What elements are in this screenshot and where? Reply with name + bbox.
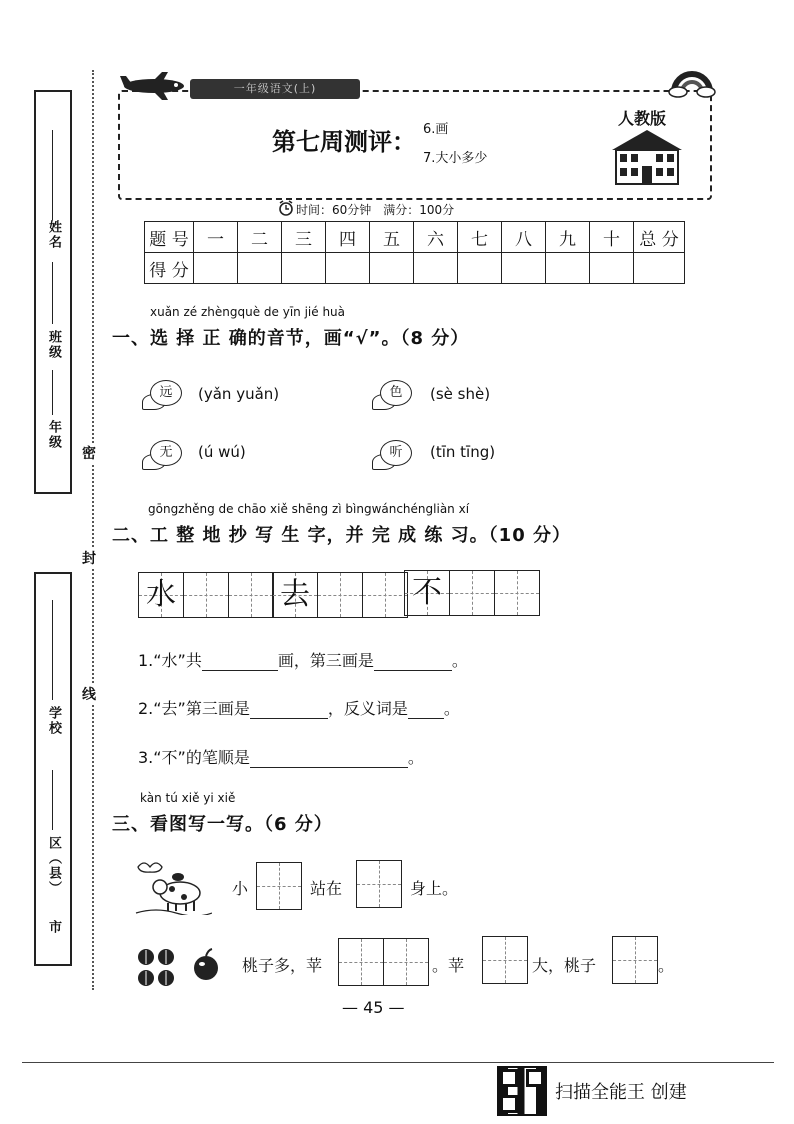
model-char-qu: 去	[280, 577, 310, 612]
write-box[interactable]	[356, 860, 402, 908]
section2-title: 二、工 整 地 抄 写 生 字，并 完 成 练 习。（10 分）	[112, 525, 571, 546]
score-cell[interactable]	[194, 253, 238, 284]
class-line	[52, 262, 54, 324]
table-cell: 四	[326, 222, 370, 253]
score-cell[interactable]	[502, 253, 546, 284]
question-2-3	[138, 745, 424, 768]
sentence-3-1-b: 站在	[310, 879, 343, 898]
q2-text-a: 2.“去”第三画是	[138, 699, 250, 718]
q1-text-c: 。	[451, 651, 468, 670]
margin-label-name: 姓名	[46, 220, 61, 250]
margin-label-district: 区（县）	[46, 836, 61, 896]
table-cell: 六	[414, 222, 458, 253]
choice-ting-options[interactable]: (tīn tīng)	[430, 443, 496, 461]
section3-pinyin: kàn tú xiě yi xiě	[140, 791, 236, 805]
table-cell: 得 分	[145, 253, 194, 284]
sentence-3-2-b: 。苹	[432, 956, 465, 975]
airplane-icon	[118, 70, 190, 102]
name-line	[52, 130, 54, 220]
header-ribbon	[190, 79, 360, 99]
answer-blank[interactable]	[202, 654, 278, 671]
choice-wu-options[interactable]: (ú wú)	[198, 443, 246, 461]
table-cell: 十	[590, 222, 634, 253]
section2-pinyin: gōngzhěng de chāo xiě shēng zì bìngwánchéngliàn xí	[148, 502, 470, 516]
score-cell[interactable]	[546, 253, 590, 284]
score-table-score-row	[145, 253, 685, 284]
seal-xian: 线	[82, 684, 96, 704]
writing-grid-shui[interactable]	[138, 572, 274, 618]
score-cell[interactable]	[458, 253, 502, 284]
sentence-3-1-c: 身上。	[410, 879, 459, 898]
district-line	[52, 770, 54, 830]
table-cell: 七	[458, 222, 502, 253]
write-box[interactable]	[256, 862, 302, 910]
q1-text-b: 画，第三画是	[277, 651, 374, 670]
model-char-shui: 水	[146, 577, 176, 612]
lesson-7: 7.大小多少	[423, 151, 488, 166]
char-leaf-ting: 听	[380, 440, 412, 466]
table-cell: 一	[194, 222, 238, 253]
score-cell[interactable]	[238, 253, 282, 284]
school-line	[52, 600, 54, 700]
score-cell[interactable]	[370, 253, 414, 284]
writing-grid-bu[interactable]	[404, 570, 540, 616]
scanner-watermark: 扫描全能王 创建	[555, 1082, 687, 1103]
section1-title: 一、选 择 正 确的音节，画“√”。（8 分）	[112, 328, 470, 349]
sentence-3-1-a: 小	[232, 879, 249, 898]
answer-blank[interactable]	[374, 654, 452, 671]
time-and-score-line: 时间：60分钟 满分：100分	[296, 203, 455, 217]
question-2-2	[138, 696, 460, 719]
qr-code-icon	[497, 1066, 547, 1116]
q2-text-b: ，反义词是	[327, 699, 408, 718]
char-leaf-yuan: 远	[150, 380, 182, 406]
lesson-6: 6.画	[423, 122, 449, 137]
score-cell[interactable]	[590, 253, 634, 284]
choice-yuan-options[interactable]: (yǎn yuǎn)	[198, 385, 280, 403]
footer-divider	[22, 1062, 774, 1063]
answer-blank[interactable]	[408, 702, 444, 719]
section3-title: 三、看图写一写。（6 分）	[112, 814, 333, 835]
sentence-3-2-a: 桃子多，苹	[242, 956, 323, 975]
margin-label-class: 班级	[46, 330, 61, 360]
alarm-clock-icon	[278, 200, 294, 216]
writing-grid-qu[interactable]	[272, 572, 408, 618]
model-char-bu: 不	[412, 575, 442, 610]
choice-se-options[interactable]: (sè shè)	[430, 385, 491, 403]
school-building-icon	[610, 128, 684, 186]
table-cell: 总 分	[634, 222, 685, 253]
cow-and-bird-picture	[132, 855, 212, 915]
seal-dotted-line	[92, 70, 94, 990]
page-number: — 45 —	[342, 998, 405, 1017]
score-table-header-row	[145, 222, 685, 253]
score-cell[interactable]	[634, 253, 685, 284]
margin-label-city: 市	[46, 920, 61, 935]
table-cell: 三	[282, 222, 326, 253]
page-title: 第七周测评：	[272, 128, 416, 156]
question-2-1	[138, 648, 468, 671]
q1-text-a: 1.“水”共	[138, 651, 202, 670]
table-cell: 五	[370, 222, 414, 253]
edition-label: 人教版	[618, 109, 667, 128]
q2-text-c: 。	[443, 699, 460, 718]
seal-mi: 密	[82, 443, 96, 463]
table-cell: 八	[502, 222, 546, 253]
rainbow-cloud-icon	[668, 62, 716, 98]
q3-text-a: 3.“不”的笔顺是	[138, 748, 250, 767]
score-table	[144, 221, 685, 284]
char-leaf-wu: 无	[150, 440, 182, 466]
score-cell[interactable]	[414, 253, 458, 284]
table-cell: 二	[238, 222, 282, 253]
seal-feng: 封	[82, 548, 96, 568]
ribbon-text: 一年级语文(上)	[233, 82, 317, 95]
sentence-3-2-d: 。	[658, 956, 675, 975]
answer-blank[interactable]	[250, 751, 408, 768]
table-cell: 九	[546, 222, 590, 253]
write-box[interactable]	[612, 936, 658, 984]
sentence-3-2-c: 大，桃子	[532, 956, 597, 975]
table-cell: 题 号	[145, 222, 194, 253]
peaches-and-apple-picture	[136, 946, 226, 990]
write-box[interactable]	[482, 936, 528, 984]
char-leaf-se: 色	[380, 380, 412, 406]
margin-label-grade: 年级	[46, 420, 61, 450]
grade-line	[52, 370, 54, 415]
q3-text-b: 。	[407, 748, 424, 767]
section1-pinyin: xuǎn zé zhèngquè de yīn jié huà	[150, 305, 346, 319]
score-cell[interactable]	[282, 253, 326, 284]
write-box-double[interactable]	[338, 938, 429, 986]
margin-label-school: 学校	[46, 706, 61, 736]
score-cell[interactable]	[326, 253, 370, 284]
answer-blank[interactable]	[250, 702, 328, 719]
